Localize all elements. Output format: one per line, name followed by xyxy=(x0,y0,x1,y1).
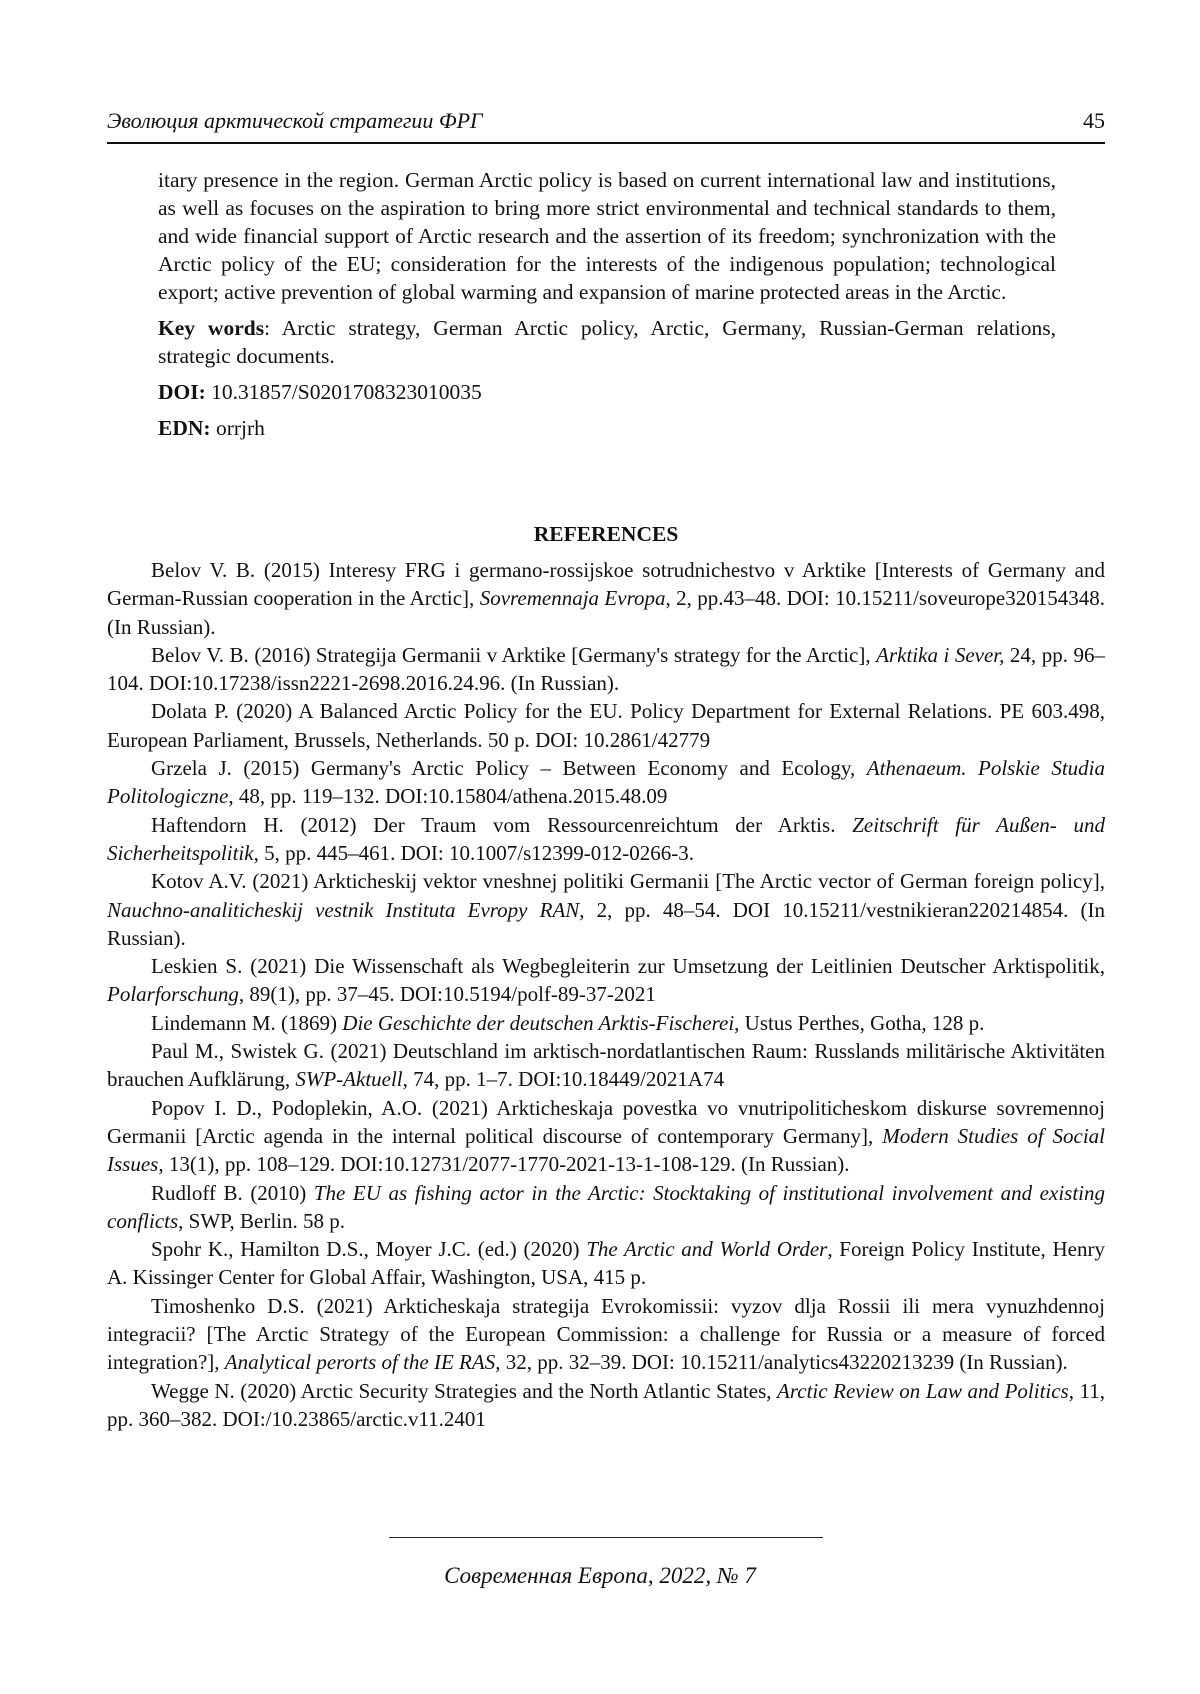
keywords-label: Key words xyxy=(158,316,265,340)
page-number: 45 xyxy=(1083,108,1105,133)
reference-source: Zeitschrift für Außen- und Sicherheitspolitik xyxy=(107,812,1106,865)
reference-text: Popov I. D., Podoplekin, A.O. (2021) Arkticheskaja povestka vo vnutripoliticheskom diskurse sovremennoj Germanii [Arctic agenda in the internal political discourse of contemporary Germany], xyxy=(107,1095,1105,1148)
reference-details: 24, pp. 96–104. DOI:10.17238/issn2221-2698.2016.24.96. (In Russian). xyxy=(107,642,1105,696)
references-list xyxy=(107,556,1105,1433)
keywords-text: : Arctic strategy, German Arctic policy, Arctic, Germany, Russian-German relations, strategic documents. xyxy=(158,316,1056,368)
reference-source: The Arctic and World Order xyxy=(586,1237,828,1262)
edn-value: orrjrh xyxy=(210,416,265,440)
reference-source: Polarforschung xyxy=(107,982,239,1007)
reference-source: Analytical perorts of the IE RAS, xyxy=(224,1350,501,1375)
abstract-block xyxy=(158,166,1056,442)
reference-details: , 48, pp. 119–132. DOI:10.15804/athena.2015.48.09 xyxy=(228,784,668,809)
reference-source: SWP-Aktuell xyxy=(295,1067,403,1092)
reference-entry xyxy=(107,1377,1105,1434)
reference-entry xyxy=(107,1235,1105,1292)
reference-details: , SWP, Berlin. 58 p. xyxy=(178,1208,345,1233)
reference-entry xyxy=(107,1292,1105,1377)
journal-footer: Современная Европа, 2022, № 7 xyxy=(444,1563,756,1588)
reference-text: Leskien S. (2021) Die Wissenschaft als Wegbegleiterin zur Umsetzung der Leitlinien Deutscher Arktispolitik, xyxy=(151,954,1105,979)
reference-entry xyxy=(107,754,1105,811)
reference-details: , Ustus Perthes, Gotha, 128 p. xyxy=(734,1010,985,1035)
reference-text: Paul M., Swistek G. (2021) Deutschland im arktisch-nordatlantischen Raum: Russlands militärische Aktivitäten brauchen Aufklärung, xyxy=(107,1039,1105,1092)
reference-source: Arctic Review on Law and Politics xyxy=(777,1378,1069,1403)
reference-text: Dolata P. (2020) A Balanced Arctic Policy for the EU. Policy Department for External Relations. PE 603.498, European Parliament, Brussels, Netherlands. 50 p. DOI: 10.2861/42779 xyxy=(107,699,1105,752)
reference-entry xyxy=(107,556,1105,641)
reference-source: Sovremennaja Evropa xyxy=(479,586,666,611)
edn-line xyxy=(158,414,1056,442)
reference-source: Arktika i Sever, xyxy=(876,642,1005,667)
doi-line xyxy=(158,378,1056,406)
reference-text: Belov V. B. (2016) Strategija Germanii v Arktike [Germany's strategy for the Arctic], xyxy=(151,642,877,667)
reference-text: Belov V. B. (2015) Interesy FRG i germano-rossijskoe sotrudnichestvo v Arktike [Interests of Germany and German-Russian cooperation in the Arctic], xyxy=(107,558,1105,611)
reference-text: Wegge N. (2020) Arctic Security Strategies and the North Atlantic States, xyxy=(151,1378,778,1403)
reference-entry xyxy=(107,1009,1105,1037)
reference-entry xyxy=(107,867,1105,952)
reference-text: Grzela J. (2015) Germany's Arctic Policy – Between Economy and Ecology, xyxy=(151,756,867,781)
reference-details: , 74, pp. 1–7. DOI:10.18449/2021A74 xyxy=(402,1067,725,1092)
reference-details: , 11, pp. 360–382. DOI:/10.23865/arctic.v11.2401 xyxy=(107,1378,1105,1431)
reference-entry xyxy=(107,697,1105,754)
reference-entry xyxy=(107,1094,1105,1179)
reference-entry xyxy=(107,811,1105,868)
reference-details: , 89(1), pp. 37–45. DOI:10.5194/polf-89-37-2021 xyxy=(238,982,656,1007)
abstract-text: itary presence in the region. German Arctic policy is based on current international law and institutions, as well as focuses on the aspiration to bring more strict environmental and technical standards to them, and wide financial support of Arctic research and the assertion of its freedom; synchronization with the Arctic policy of the EU; consideration for the interests of the indigenous population; technological export; active prevention of global warming and expansion of marine protected areas in the Arctic. xyxy=(158,168,1056,304)
reference-details: 32, pp. 32–39. DOI: 10.15211/analytics43220213239 (In Russian). xyxy=(500,1350,1068,1375)
reference-entry xyxy=(107,641,1105,698)
reference-source: Nauchno-analiticheskij vestnik Instituta Evropy RAN, xyxy=(107,897,585,922)
reference-text: Spohr K., Hamilton D.S., Moyer J.C. (ed.) (2020) xyxy=(151,1237,587,1262)
reference-details: , 5, pp. 445–461. DOI: 10.1007/s12399-012-0266-3. xyxy=(253,840,694,865)
reference-entry xyxy=(107,1037,1105,1094)
references-heading: REFERENCES xyxy=(533,522,679,546)
reference-text: Haftendorn H. (2012) Der Traum vom Ressourcenreichtum der Arktis. xyxy=(151,812,853,837)
reference-source: Athenaeum. Polskie Studia Politologiczne xyxy=(107,756,1105,809)
reference-details: , 13(1), pp. 108–129. DOI:10.12731/2077-1770-2021-13-1-108-129. (In Russian). xyxy=(158,1152,850,1177)
reference-source: The EU as fishing actor in the Arctic: Stocktaking of institutional involvement and existing conflicts xyxy=(107,1180,1105,1233)
running-header xyxy=(107,106,1105,144)
doi-value: 10.31857/S0201708323010035 xyxy=(205,380,482,404)
reference-text: Rudloff B. (2010) xyxy=(151,1180,314,1205)
edn-label: EDN: xyxy=(158,416,211,440)
reference-entry xyxy=(107,1179,1105,1236)
running-header-title: Эволюция арктической стратегии ФРГ xyxy=(107,108,483,133)
reference-text: Kotov A.V. (2021) Arkticheskij vektor vneshnej politiki Germanii [The Arctic vector of German foreign policy], xyxy=(151,869,1105,894)
reference-details: 2, pp. 48–54. DOI 10.15211/vestnikieran220214854. (In Russian). xyxy=(107,897,1106,950)
reference-text: Lindemann M. (1869) xyxy=(151,1010,343,1035)
reference-details: , 2, pp.43–48. DOI: 10.15211/soveurope320154348. (In Russian). xyxy=(107,586,1105,639)
reference-source: Modern Studies of Social Issues xyxy=(107,1123,1105,1177)
reference-text: Timoshenko D.S. (2021) Arkticheskaja strategija Evrokomissii: vyzov dlja Rossii ili mera vynuzhdennoj integracii? [The Arctic Strategy of the European Commission: a challenge for Russia or a measure of forced integration?], xyxy=(107,1293,1105,1375)
keywords-line xyxy=(158,314,1056,370)
doi-label: DOI: xyxy=(158,380,206,404)
reference-source: Die Geschichte der deutschen Arktis-Fischerei xyxy=(342,1010,735,1035)
reference-entry xyxy=(107,952,1105,1009)
footer-rule xyxy=(389,1537,823,1538)
reference-details: , Foreign Policy Institute, Henry A. Kissinger Center for Global Affair, Washington, USA, 415 p. xyxy=(107,1237,1105,1290)
